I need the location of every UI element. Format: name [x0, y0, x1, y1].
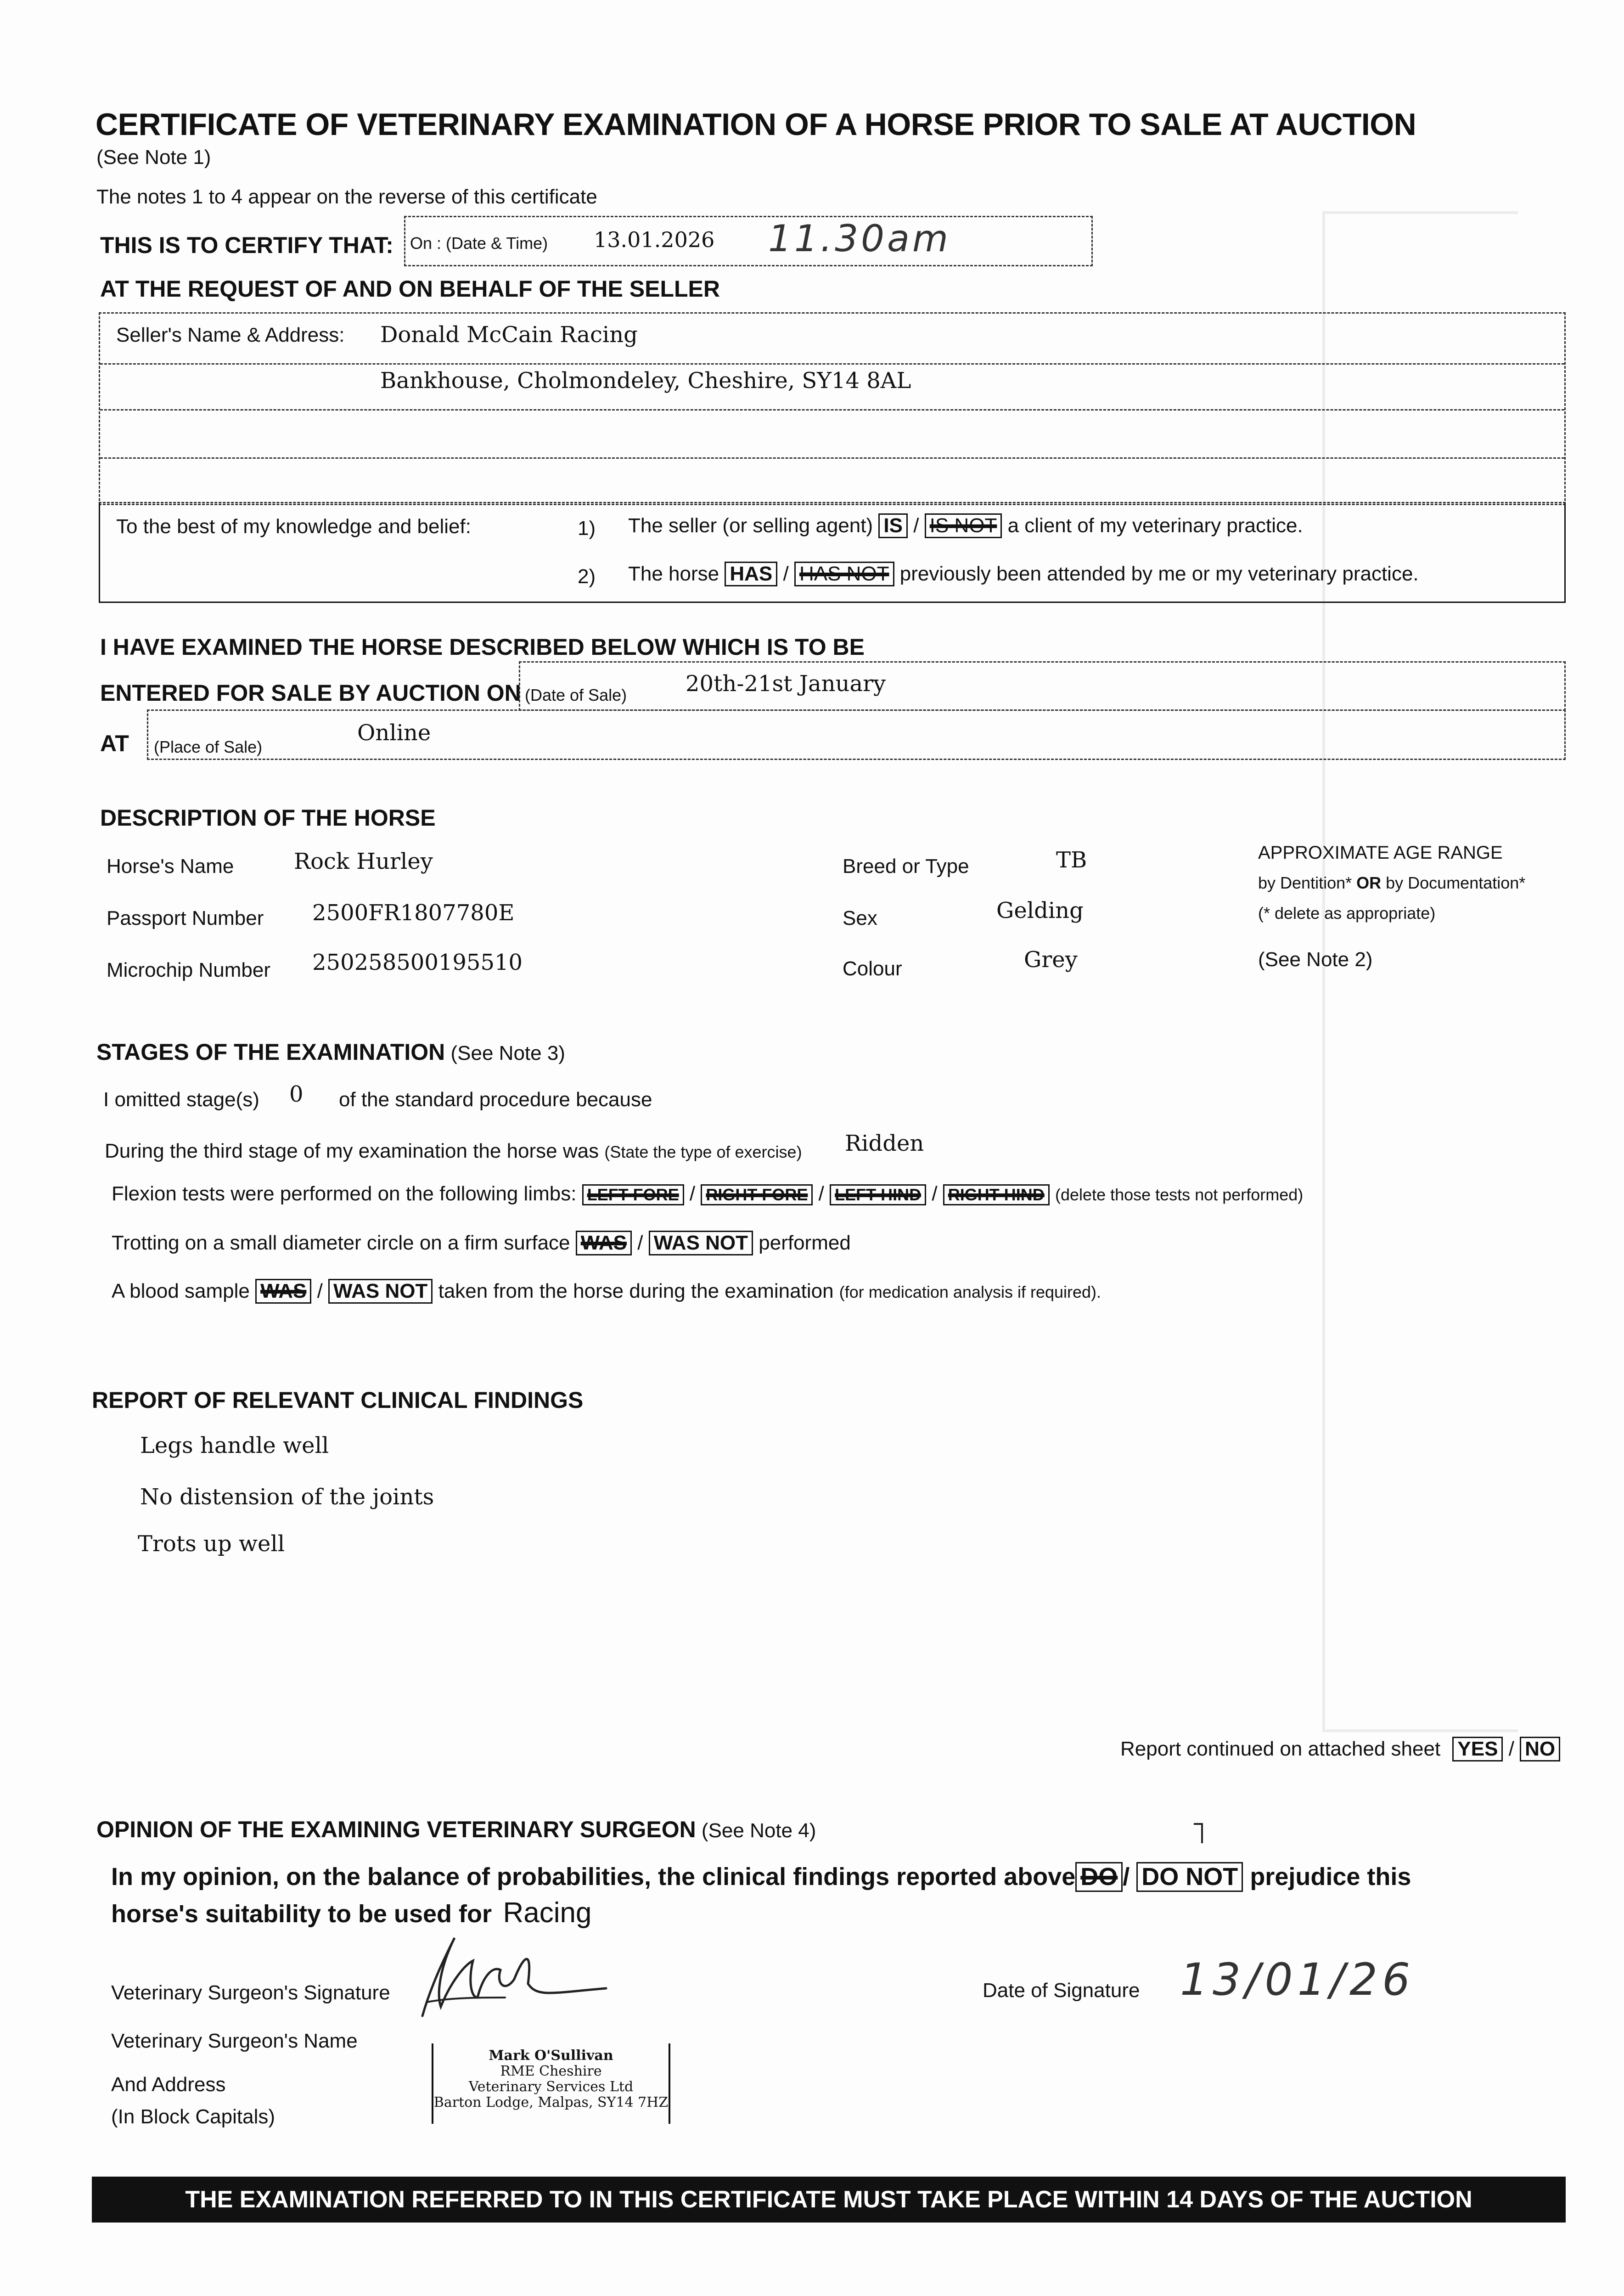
description-heading: DESCRIPTION OF THE HORSE	[100, 805, 436, 831]
title-note: (See Note 1)	[96, 146, 211, 169]
item1-number: 1)	[578, 517, 596, 540]
flex-slash-3: /	[932, 1182, 938, 1205]
trot-option-was-not[interactable]: WAS NOT	[649, 1231, 753, 1255]
seller-row-3[interactable]	[100, 409, 1564, 459]
continued-no[interactable]: NO	[1520, 1737, 1560, 1761]
vet-stamp	[432, 2043, 670, 2124]
knowledge-box	[99, 502, 1566, 603]
opinion-use-value[interactable]: Racing	[503, 1897, 592, 1929]
third-stage-pre: During the third stage of my examination the horse was	[105, 1140, 605, 1162]
trot-line	[112, 1231, 851, 1255]
sex-value: Gelding	[996, 898, 1084, 923]
flex-slash-2: /	[818, 1182, 824, 1205]
seller-label: Seller's Name & Address:	[116, 324, 345, 346]
age-method	[1258, 873, 1525, 893]
date-value: 13.01.2026	[594, 227, 715, 252]
passport-label: Passport Number	[107, 907, 264, 929]
certify-label: THIS IS TO CERTIFY THAT:	[100, 232, 393, 258]
blood-option-was[interactable]: WAS	[255, 1279, 311, 1304]
blood-hint: (for medication analysis if required).	[839, 1283, 1101, 1301]
age-see-note: (See Note 2)	[1258, 948, 1373, 971]
blood-pre: A blood sample	[112, 1280, 250, 1302]
opinion-slash: /	[1123, 1863, 1130, 1891]
flex-right-hind[interactable]: RIGHT HIND	[943, 1184, 1050, 1205]
stamp-line-3: Veterinary Services Ltd	[468, 2079, 634, 2095]
finding-line-3: Trots up well	[138, 1531, 285, 1557]
stamp-line-4: Barton Lodge, Malpas, SY14 7HZ	[433, 2094, 669, 2110]
blood-line	[112, 1279, 1101, 1304]
opinion-line-1	[111, 1862, 1411, 1892]
request-line: AT THE REQUEST OF AND ON BEHALF OF THE SELLER	[100, 276, 720, 302]
date-of-signature-value[interactable]: 13/01/26	[1180, 1954, 1415, 2005]
opinion-heading	[96, 1816, 816, 1843]
blood-post: taken from the horse during the examination	[438, 1280, 834, 1302]
opinion-heading-text: OPINION OF THE EXAMINING VETERINARY SURGEON	[96, 1817, 696, 1842]
surgeon-name-label: Veterinary Surgeon's Name	[111, 2030, 358, 2052]
report-continued	[1120, 1737, 1560, 1761]
sale-place-field[interactable]	[147, 709, 1566, 760]
sale-place-label: (Place of Sale)	[154, 737, 263, 756]
item2-option-has[interactable]: HAS	[725, 562, 777, 586]
address-label: And Address	[111, 2073, 226, 2096]
date-of-signature-label: Date of Signature	[983, 1979, 1140, 2002]
third-stage-value[interactable]: Ridden	[845, 1131, 924, 1156]
seller-address: Bankhouse, Cholmondeley, Cheshire, SY14 8AL	[380, 368, 911, 394]
footer-bar-text: THE EXAMINATION REFERRED TO IN THIS CERTIFICATE MUST TAKE PLACE WITHIN 14 DAYS OF THE AUCTION	[185, 2186, 1472, 2213]
item1-option-is[interactable]: IS	[878, 513, 908, 538]
blood-option-was-not[interactable]: WAS NOT	[328, 1279, 433, 1304]
opinion-line-2	[111, 1896, 591, 1929]
item1-post: a client of my veterinary practice.	[1007, 514, 1303, 537]
date-time-label: On : (Date & Time)	[410, 234, 548, 253]
item1-line	[628, 513, 1303, 538]
horse-name-value: Rock Hurley	[294, 849, 433, 874]
seller-row-1[interactable]	[100, 314, 1564, 365]
sex-label: Sex	[843, 907, 877, 929]
trot-slash: /	[637, 1232, 643, 1254]
microchip-label: Microchip Number	[107, 959, 270, 981]
flex-right-fore[interactable]: RIGHT FORE	[701, 1184, 813, 1205]
trot-option-was[interactable]: WAS	[576, 1231, 632, 1255]
passport-value: 2500FR1807780E	[312, 900, 515, 926]
report-continued-text: Report continued on attached sheet	[1120, 1738, 1441, 1760]
seller-name: Donald McCain Racing	[380, 322, 638, 348]
item2-number: 2)	[578, 565, 596, 588]
stages-heading-text: STAGES OF THE EXAMINATION	[96, 1039, 445, 1065]
stamp-line-1: Mark O'Sullivan	[489, 2048, 613, 2064]
item2-option-has-not[interactable]: HAS NOT	[794, 562, 894, 586]
knowledge-label: To the best of my knowledge and belief:	[116, 515, 471, 538]
flex-slash-1: /	[689, 1182, 696, 1205]
omitted-value[interactable]: 0	[289, 1081, 303, 1107]
finding-line-2: No distension of the joints	[140, 1484, 434, 1510]
breed-label: Breed or Type	[843, 855, 969, 878]
item2-slash: /	[783, 563, 789, 585]
signature-label: Veterinary Surgeon's Signature	[111, 1981, 390, 2004]
date-time-field[interactable]	[404, 216, 1093, 266]
flex-left-hind[interactable]: LEFT HIND	[830, 1184, 926, 1205]
item1-option-is-not[interactable]: IS NOT	[925, 513, 1002, 538]
flex-left-fore[interactable]: LEFT FORE	[582, 1184, 684, 1205]
page-title: CERTIFICATE OF VETERINARY EXAMINATION OF A HORSE PRIOR TO SALE AT AUCTION	[96, 107, 1416, 142]
footer-bar	[92, 2177, 1566, 2223]
block-capitals-label: (In Block Capitals)	[111, 2105, 275, 2128]
breed-value: TB	[1056, 847, 1087, 873]
age-dentition[interactable]: by Dentition*	[1258, 873, 1357, 892]
trot-pre: Trotting on a small diameter circle on a firm surface	[112, 1232, 570, 1254]
opinion-tick	[1194, 1823, 1203, 1843]
finding-line-1: Legs handle well	[140, 1433, 329, 1458]
third-stage-hint: (State the type of exercise)	[604, 1142, 802, 1161]
stamp-line-2: RME Cheshire	[500, 2063, 602, 2079]
opinion-heading-note: (See Note 4)	[696, 1819, 816, 1842]
horse-name-label: Horse's Name	[107, 855, 234, 878]
sale-heading-1: I HAVE EXAMINED THE HORSE DESCRIBED BELOW WHICH IS TO BE	[100, 634, 865, 660]
colour-label: Colour	[843, 957, 902, 980]
item2-line	[628, 562, 1419, 586]
flexion-pre: Flexion tests were performed on the following limbs:	[112, 1182, 577, 1205]
blood-slash: /	[317, 1280, 323, 1302]
sale-place-value: Online	[357, 720, 431, 746]
time-value: 11.30am	[768, 217, 951, 260]
opinion-text-pre: In my opinion, on the balance of probabilities, the clinical findings reported above	[111, 1863, 1076, 1891]
item2-post: previously been attended by me or my veterinary practice.	[899, 563, 1419, 585]
age-or: OR	[1356, 873, 1382, 892]
opinion-option-do-not[interactable]: DO NOT	[1136, 1862, 1243, 1892]
sale-heading-2: ENTERED FOR SALE BY AUCTION ON	[100, 680, 521, 706]
flexion-post: (delete those tests not performed)	[1055, 1185, 1304, 1204]
stages-heading	[96, 1039, 565, 1065]
age-heading: APPROXIMATE AGE RANGE	[1258, 843, 1503, 863]
trot-post: performed	[759, 1232, 851, 1254]
opinion-option-do[interactable]: DO	[1075, 1862, 1123, 1892]
item1-pre: The seller (or selling agent)	[628, 514, 873, 537]
item2-pre: The horse	[628, 563, 719, 585]
stages-heading-note: (See Note 3)	[445, 1042, 565, 1064]
omitted-post: of the standard procedure because	[339, 1088, 652, 1111]
seller-row-2[interactable]	[100, 363, 1564, 411]
third-stage-line	[105, 1140, 802, 1163]
notes-line: The notes 1 to 4 appear on the reverse of this certificate	[96, 186, 597, 208]
continued-yes[interactable]: YES	[1452, 1737, 1503, 1761]
findings-heading: REPORT OF RELEVANT CLINICAL FINDINGS	[92, 1387, 584, 1413]
omitted-pre: I omitted stage(s)	[103, 1088, 259, 1111]
age-documentation[interactable]: by Documentation*	[1381, 873, 1526, 892]
sale-at-label: AT	[100, 731, 129, 756]
sale-date-label: (Date of Sale)	[525, 686, 627, 704]
sale-date-field[interactable]	[519, 661, 1566, 711]
continued-slash: /	[1508, 1738, 1514, 1760]
age-delete-note: (* delete as appropriate)	[1258, 904, 1436, 923]
signature-image	[413, 1929, 634, 2030]
colour-value: Grey	[1024, 947, 1078, 973]
sale-date-value: 20th-21st January	[686, 671, 886, 697]
seller-box	[99, 312, 1566, 505]
flexion-line	[112, 1182, 1303, 1205]
microchip-value: 250258500195510	[312, 950, 523, 975]
opinion-text-line2: horse's suitability to be used for	[111, 1900, 492, 1928]
opinion-text-post: prejudice this	[1250, 1863, 1411, 1891]
item1-slash: /	[913, 514, 919, 537]
